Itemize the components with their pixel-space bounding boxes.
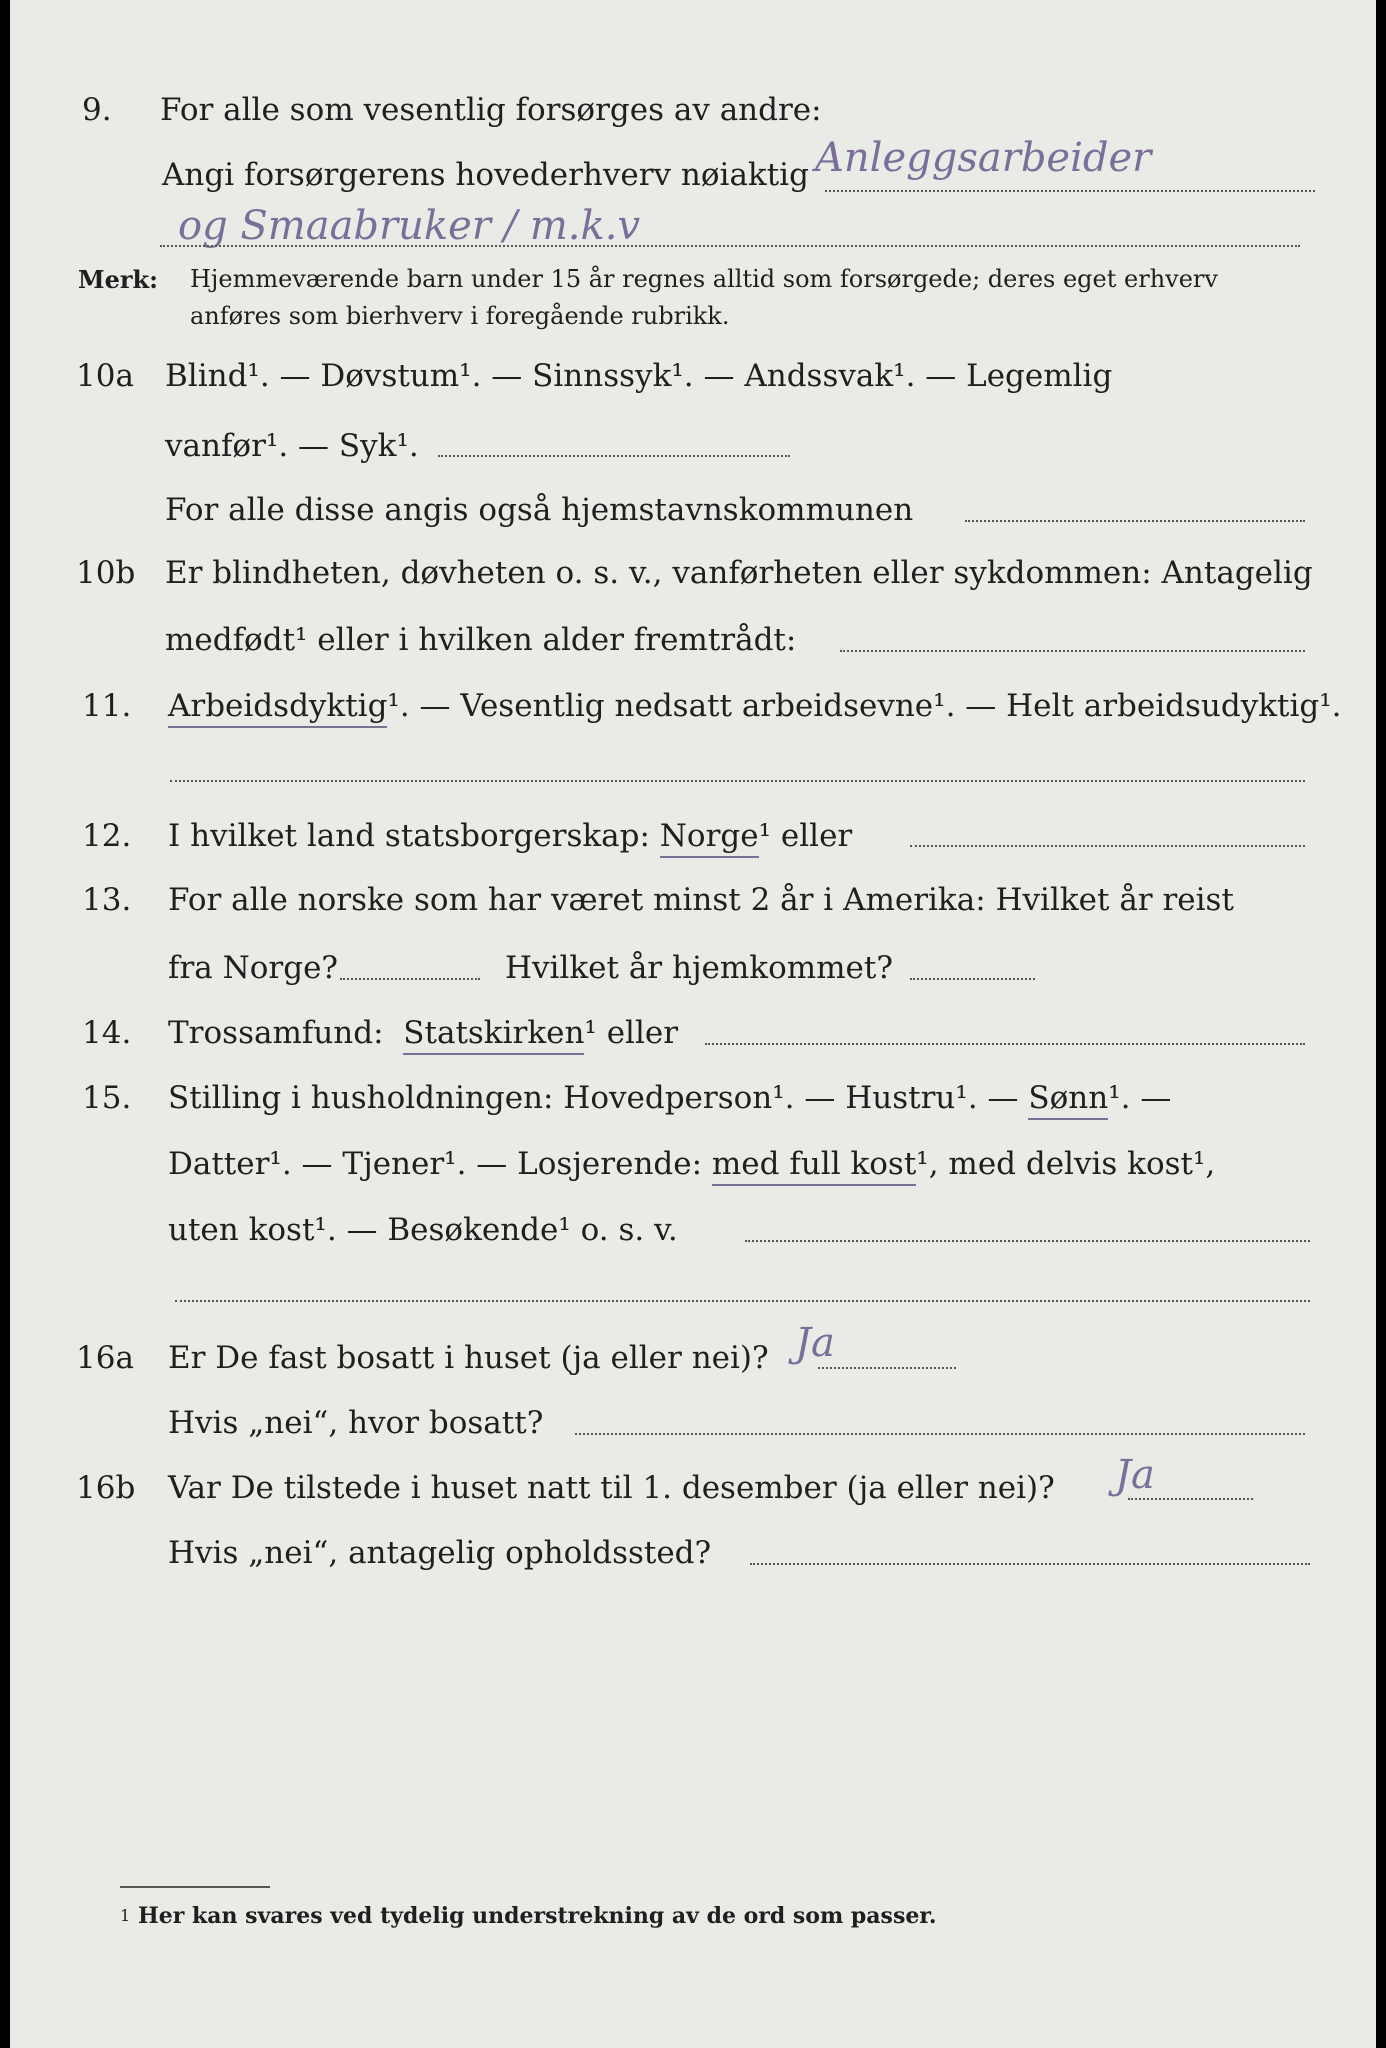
q12-number: 12. — [82, 818, 132, 854]
merk-label: Merk: — [78, 265, 158, 294]
q15-answer-line-1 — [745, 1240, 1310, 1242]
q9-text-2: Angi forsørgerens hovederhverv nøiaktig — [162, 157, 809, 193]
q16b-text-2: Hvis „nei“, antagelig opholdssted? — [168, 1535, 712, 1571]
q16a-answer-line — [818, 1367, 956, 1369]
q12-answer-line — [910, 845, 1305, 847]
q14-number: 14. — [82, 1015, 132, 1051]
q9-handwritten-occupation: Anleggsarbeider — [815, 135, 1152, 181]
q16b-number: 16b — [76, 1470, 136, 1506]
q10b-text-2: medfødt¹ eller i hvilken alder fremtrådt: — [165, 622, 797, 658]
q11-text — [168, 688, 1342, 724]
q13-text-2b: Hvilket år hjemkommet? — [505, 950, 893, 986]
q15-text-2b: ¹, med delvis kost¹, — [916, 1146, 1216, 1182]
q14-selected-option: Statskirken — [403, 1015, 584, 1055]
q14-text — [168, 1015, 678, 1051]
q16b-answer-line-2 — [750, 1563, 1310, 1565]
q10a-text-1: Blind¹. — Døvstum¹. — Sinnssyk¹. — Andssvak¹. — Legemlig — [165, 358, 1113, 394]
q9-handwritten-occupation-2: og Smaabruker / m.k.v — [178, 203, 641, 249]
census-form-page — [10, 0, 1376, 2048]
q12-prefix: I hvilket land statsborgerskap: — [168, 818, 650, 854]
q13-answer-line-1 — [340, 978, 480, 980]
q10b-number: 10b — [76, 555, 136, 591]
q16a-number: 16a — [76, 1340, 134, 1376]
q11-answer-line — [170, 780, 1305, 782]
q15-text-1 — [168, 1080, 1171, 1116]
q16a-text-2: Hvis „nei“, hvor bosatt? — [168, 1405, 544, 1441]
q9-text-1: For alle som vesentlig forsørges av andre: — [160, 92, 822, 128]
q11-number: 11. — [82, 688, 132, 724]
q15-text-1b: ¹. — — [1108, 1080, 1172, 1116]
q15-text-3: uten kost¹. — Besøkende¹ o. s. v. — [168, 1212, 678, 1248]
q15-answer-line-2 — [175, 1300, 1310, 1302]
q9-answer-line-1 — [825, 190, 1315, 192]
q16a-handwritten-answer: Ja — [795, 1320, 835, 1366]
q16b-answer-line — [1128, 1498, 1253, 1500]
q10a-text-2: vanfør¹. — Syk¹. — [165, 428, 419, 464]
q10b-text-1: Er blindheten, døvheten o. s. v., vanførheten eller sykdommen: Antagelig — [165, 555, 1313, 591]
footnote-number: 1 — [120, 1906, 131, 1925]
q15-number: 15. — [82, 1080, 132, 1116]
q10b-answer-line — [840, 650, 1305, 652]
q13-answer-line-2 — [910, 978, 1035, 980]
q14-answer-line — [705, 1043, 1305, 1045]
merk-text-2: anføres som bierhverv i foregående rubrikk. — [190, 302, 730, 330]
q15-selected-son: Sønn — [1028, 1080, 1108, 1120]
q14-prefix: Trossamfund: — [168, 1015, 384, 1051]
q13-number: 13. — [82, 882, 132, 918]
footnote-rule — [120, 1886, 270, 1888]
q10a-number: 10a — [76, 358, 134, 394]
q12-suffix: ¹ eller — [758, 818, 853, 854]
q15-text-2 — [168, 1146, 1215, 1182]
q11-selected-option: Arbeidsdyktig — [168, 688, 387, 728]
q10a-text-3: For alle disse angis også hjemstavnskommunen — [165, 492, 914, 528]
q9-answer-line-2 — [160, 245, 1300, 247]
q11-rest: ¹. — Vesentlig nedsatt arbeidsevne¹. — Helt arbeidsudyktig¹. — [387, 688, 1342, 724]
q13-text-2a: fra Norge? — [168, 950, 339, 986]
q15-selected-board: med full kost — [712, 1146, 916, 1186]
q13-text-1: For alle norske som har været minst 2 år i Amerika: Hvilket år reist — [168, 882, 1234, 918]
q14-suffix: ¹ eller — [584, 1015, 679, 1051]
merk-text-1: Hjemmeværende barn under 15 år regnes alltid som forsørgede; deres eget erhverv — [190, 265, 1218, 293]
q15-text-1a: Stilling i husholdningen: Hovedperson¹. — Hustru¹. — — [168, 1080, 1019, 1116]
footnote-text: Her kan svares ved tydelig understrekning av de ord som passer. — [138, 1903, 937, 1929]
q16b-handwritten-answer: Ja — [1115, 1452, 1155, 1498]
q12-text — [168, 818, 852, 854]
q16a-answer-line-2 — [575, 1433, 1305, 1435]
q15-text-2a: Datter¹. — Tjener¹. — Losjerende: — [168, 1146, 703, 1182]
q9-number: 9. — [82, 92, 112, 128]
q16b-text-1: Var De tilstede i huset natt til 1. desember (ja eller nei)? — [168, 1470, 1055, 1506]
q10a-answer-line-2 — [965, 520, 1305, 522]
q12-selected-option: Norge — [660, 818, 759, 858]
q16a-text-1: Er De fast bosatt i huset (ja eller nei)? — [168, 1340, 769, 1376]
q10a-answer-line-1 — [438, 455, 790, 457]
